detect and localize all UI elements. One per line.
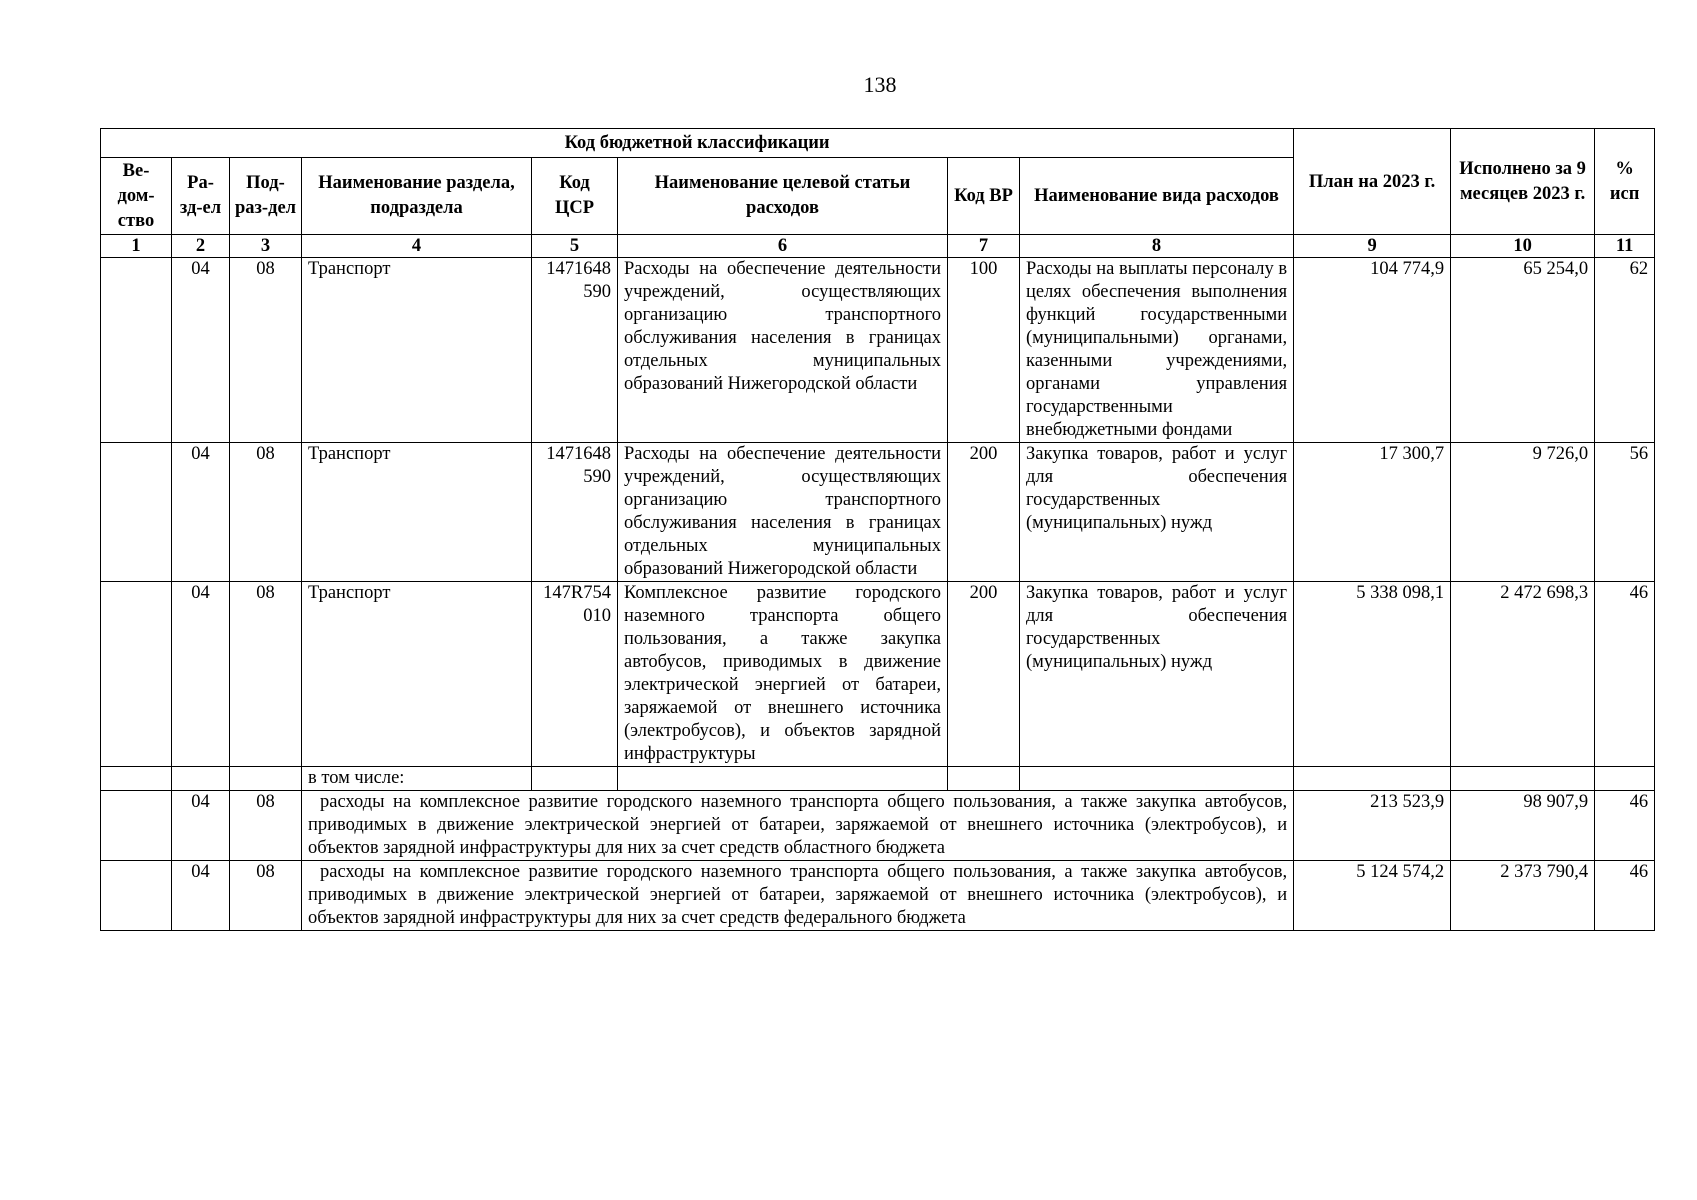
column-number: 5: [532, 235, 618, 258]
ved-cell: [101, 861, 172, 931]
detail-row: [101, 791, 1655, 861]
section-name-cell: Транспорт: [302, 582, 532, 767]
column-number-row: [101, 235, 1655, 258]
executed-cell: 98 907,9: [1451, 791, 1595, 861]
detail-row: [101, 861, 1655, 931]
column-header-executed: Исполнено за 9 месяцев 2023 г.: [1451, 129, 1595, 235]
including-label: в том числе:: [302, 767, 532, 791]
column-number: 1: [101, 235, 172, 258]
empty-cell: [532, 767, 618, 791]
column-number: 2: [172, 235, 230, 258]
csr-cell: 1471648590: [532, 443, 618, 582]
column-header-percent: % исп: [1595, 129, 1655, 235]
column-header-razdel: Ра-зд-ел: [172, 158, 230, 235]
ved-cell: [101, 791, 172, 861]
column-number: 8: [1020, 235, 1294, 258]
executed-cell: 2 373 790,4: [1451, 861, 1595, 931]
executed-cell: 65 254,0: [1451, 258, 1595, 443]
column-number: 9: [1294, 235, 1451, 258]
budget-table: [100, 128, 1655, 931]
empty-cell: [948, 767, 1020, 791]
empty-cell: [1595, 767, 1655, 791]
empty-cell: [101, 767, 172, 791]
target-name-cell: Расходы на обеспечение деятельности учреждений, осуществляющих организацию транспортного обслуживания населения в границах отдельных муниципальных образований Нижегородской области: [618, 443, 948, 582]
column-header-vr: Код ВР: [948, 158, 1020, 235]
podrazdel-cell: 08: [230, 443, 302, 582]
column-header-plan: План на 2023 г.: [1294, 129, 1451, 235]
percent-cell: 62: [1595, 258, 1655, 443]
column-header-expense-type: Наименование вида расходов: [1020, 158, 1294, 235]
column-number: 10: [1451, 235, 1595, 258]
plan-cell: 17 300,7: [1294, 443, 1451, 582]
column-header-target-name: Наименование целевой статьи расходов: [618, 158, 948, 235]
table-row: [101, 582, 1655, 767]
executed-cell: 9 726,0: [1451, 443, 1595, 582]
podrazdel-cell: 08: [230, 791, 302, 861]
budget-classification-header: Код бюджетной классификации: [101, 129, 1294, 158]
csr-cell: 1471648590: [532, 258, 618, 443]
target-name-cell: Расходы на обеспечение деятельности учреждений, осуществляющих организацию транспортного обслуживания населения в границах отдельных муниципальных образований Нижегородской области: [618, 258, 948, 443]
column-header-csr: Код ЦСР: [532, 158, 618, 235]
header-row-group: [101, 129, 1655, 158]
column-number: 11: [1595, 235, 1655, 258]
podrazdel-cell: 08: [230, 258, 302, 443]
column-header-podrazdel: Под-раз-дел: [230, 158, 302, 235]
column-number: 7: [948, 235, 1020, 258]
ved-cell: [101, 443, 172, 582]
plan-cell: 213 523,9: [1294, 791, 1451, 861]
ved-cell: [101, 258, 172, 443]
percent-cell: 46: [1595, 861, 1655, 931]
column-number: 4: [302, 235, 532, 258]
csr-cell: 147R754010: [532, 582, 618, 767]
empty-cell: [230, 767, 302, 791]
table-row: [101, 443, 1655, 582]
empty-cell: [172, 767, 230, 791]
column-header-ved: Ве-дом-ство: [101, 158, 172, 235]
plan-cell: 104 774,9: [1294, 258, 1451, 443]
vr-cell: 200: [948, 443, 1020, 582]
empty-cell: [1020, 767, 1294, 791]
detail-text-cell: расходы на комплексное развитие городского наземного транспорта общего пользования, а также закупка автобусов, приводимых в движение электрической энергией от батареи, заряжаемой от внешнего источника (электробусов), и объектов зарядной инфраструктуры для них за счет средств областного бюджета: [302, 791, 1294, 861]
percent-cell: 46: [1595, 582, 1655, 767]
column-header-section-name: Наименование раздела, подраздела: [302, 158, 532, 235]
empty-cell: [1294, 767, 1451, 791]
expense-type-cell: Закупка товаров, работ и услуг для обеспечения государственных (муниципальных) нужд: [1020, 443, 1294, 582]
expense-type-cell: Закупка товаров, работ и услуг для обеспечения государственных (муниципальных) нужд: [1020, 582, 1294, 767]
razdel-cell: 04: [172, 791, 230, 861]
plan-cell: 5 338 098,1: [1294, 582, 1451, 767]
target-name-cell: Комплексное развитие городского наземного транспорта общего пользования, а также закупка автобусов, приводимых в движение электрической энергией от батареи, заряжаемой от внешнего источника (электробусов), и объектов зарядной инфраструктуры: [618, 582, 948, 767]
expense-type-cell: Расходы на выплаты персоналу в целях обеспечения выполнения функций государственными (муниципальными) органами, казенными учреждениями, органами управления государственными внебюджетными фондами: [1020, 258, 1294, 443]
empty-cell: [1451, 767, 1595, 791]
executed-cell: 2 472 698,3: [1451, 582, 1595, 767]
podrazdel-cell: 08: [230, 582, 302, 767]
percent-cell: 46: [1595, 791, 1655, 861]
percent-cell: 56: [1595, 443, 1655, 582]
section-name-cell: Транспорт: [302, 258, 532, 443]
including-row: [101, 767, 1655, 791]
column-number: 6: [618, 235, 948, 258]
razdel-cell: 04: [172, 582, 230, 767]
column-number: 3: [230, 235, 302, 258]
razdel-cell: 04: [172, 861, 230, 931]
section-name-cell: Транспорт: [302, 443, 532, 582]
table-row: [101, 258, 1655, 443]
plan-cell: 5 124 574,2: [1294, 861, 1451, 931]
podrazdel-cell: 08: [230, 861, 302, 931]
empty-cell: [618, 767, 948, 791]
razdel-cell: 04: [172, 258, 230, 443]
detail-text-cell: расходы на комплексное развитие городского наземного транспорта общего пользования, а также закупка автобусов, приводимых в движение электрической энергией от батареи, заряжаемой от внешнего источника (электробусов), и объектов зарядной инфраструктуры для них за счет средств федерального бюджета: [302, 861, 1294, 931]
vr-cell: 100: [948, 258, 1020, 443]
vr-cell: 200: [948, 582, 1020, 767]
razdel-cell: 04: [172, 443, 230, 582]
page-number: 138: [863, 72, 897, 97]
ved-cell: [101, 582, 172, 767]
